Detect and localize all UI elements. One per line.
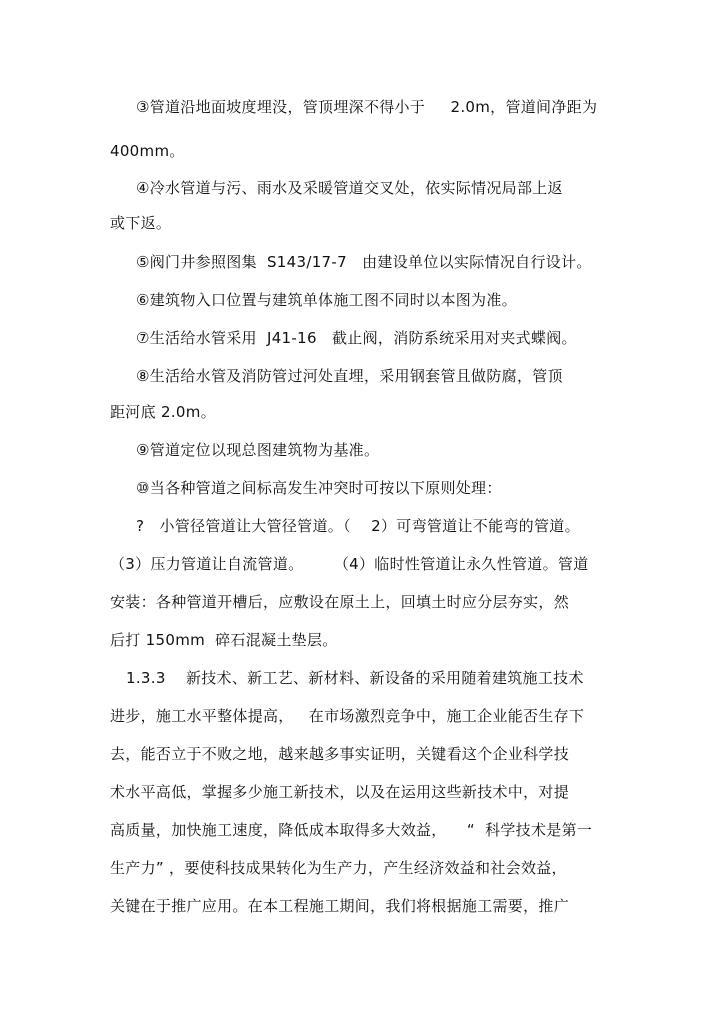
text-line: 关键在于推广应用。在本工程施工期间，我们将根据施工需要，推广 bbox=[110, 897, 570, 915]
text-line: ⑨管道定位以现总图建筑物为基准。 bbox=[136, 441, 380, 459]
text-line: ⑤阀门井参照图集 S143/17-7 由建设单位以实际情况自行设计。 bbox=[136, 253, 592, 271]
text-line: 400mm。 bbox=[110, 142, 185, 160]
text-line: 高质量，加快施工速度，降低成本取得多大效益， “ 科学技术是第一 bbox=[110, 821, 593, 839]
text-line: ⑧生活给水管及消防管过河处直埋，采用钢套管且做防腐，管顶 bbox=[136, 367, 563, 385]
text-line: 去，能否立于不败之地，越来越多事实证明，关键看这个企业科学技 bbox=[110, 745, 570, 763]
text-line: 生产力” ，要使科技成果转化为生产力，产生经济效益和社会效益， bbox=[110, 859, 567, 877]
text-line: ③管道沿地面坡度埋没，管顶埋深不得小于 2.0m，管道间净距为 bbox=[136, 98, 598, 116]
text-line: （3）压力管道让自流管道。 （4）临时性管道让永久性管道。管道 bbox=[110, 555, 589, 573]
text-line: 后打 150mm 碎石混凝土垫层。 bbox=[110, 631, 338, 649]
text-line: ⑥建筑物入口位置与建筑单体施工图不同时以本图为准。 bbox=[136, 291, 517, 309]
text-line: ? 小管径管道让大管径管道。（ 2）可弯管道让不能弯的管道。 bbox=[136, 517, 580, 535]
text-line: ④冷水管道与污、雨水及采暖管道交叉处，依实际情况局部上返 bbox=[136, 179, 563, 197]
text-line: 1.3.3 新技术、新工艺、新材料、新设备的采用随着建筑施工技术 bbox=[126, 669, 584, 687]
text-line: 术水平高低，掌握多少施工新技术，以及在运用这些新技术中，对提 bbox=[110, 783, 570, 801]
text-line: 距河底 2.0m。 bbox=[110, 403, 216, 421]
text-line: 或下返。 bbox=[110, 214, 172, 232]
text-line: 安装：各种管道开槽后，应敷设在原土上，回填土时应分层夯实，然 bbox=[110, 593, 570, 611]
text-line: 进步，施工水平整体提高， 在市场激烈竞争中，施工企业能否生存下 bbox=[110, 707, 585, 725]
text-line: ⑩当各种管道之间标高发生冲突时可按以下原则处理： bbox=[136, 479, 502, 497]
text-line: ⑦生活给水管采用 J41-16 截止阀，消防系统采用对夹式蝶阀。 bbox=[136, 329, 577, 347]
